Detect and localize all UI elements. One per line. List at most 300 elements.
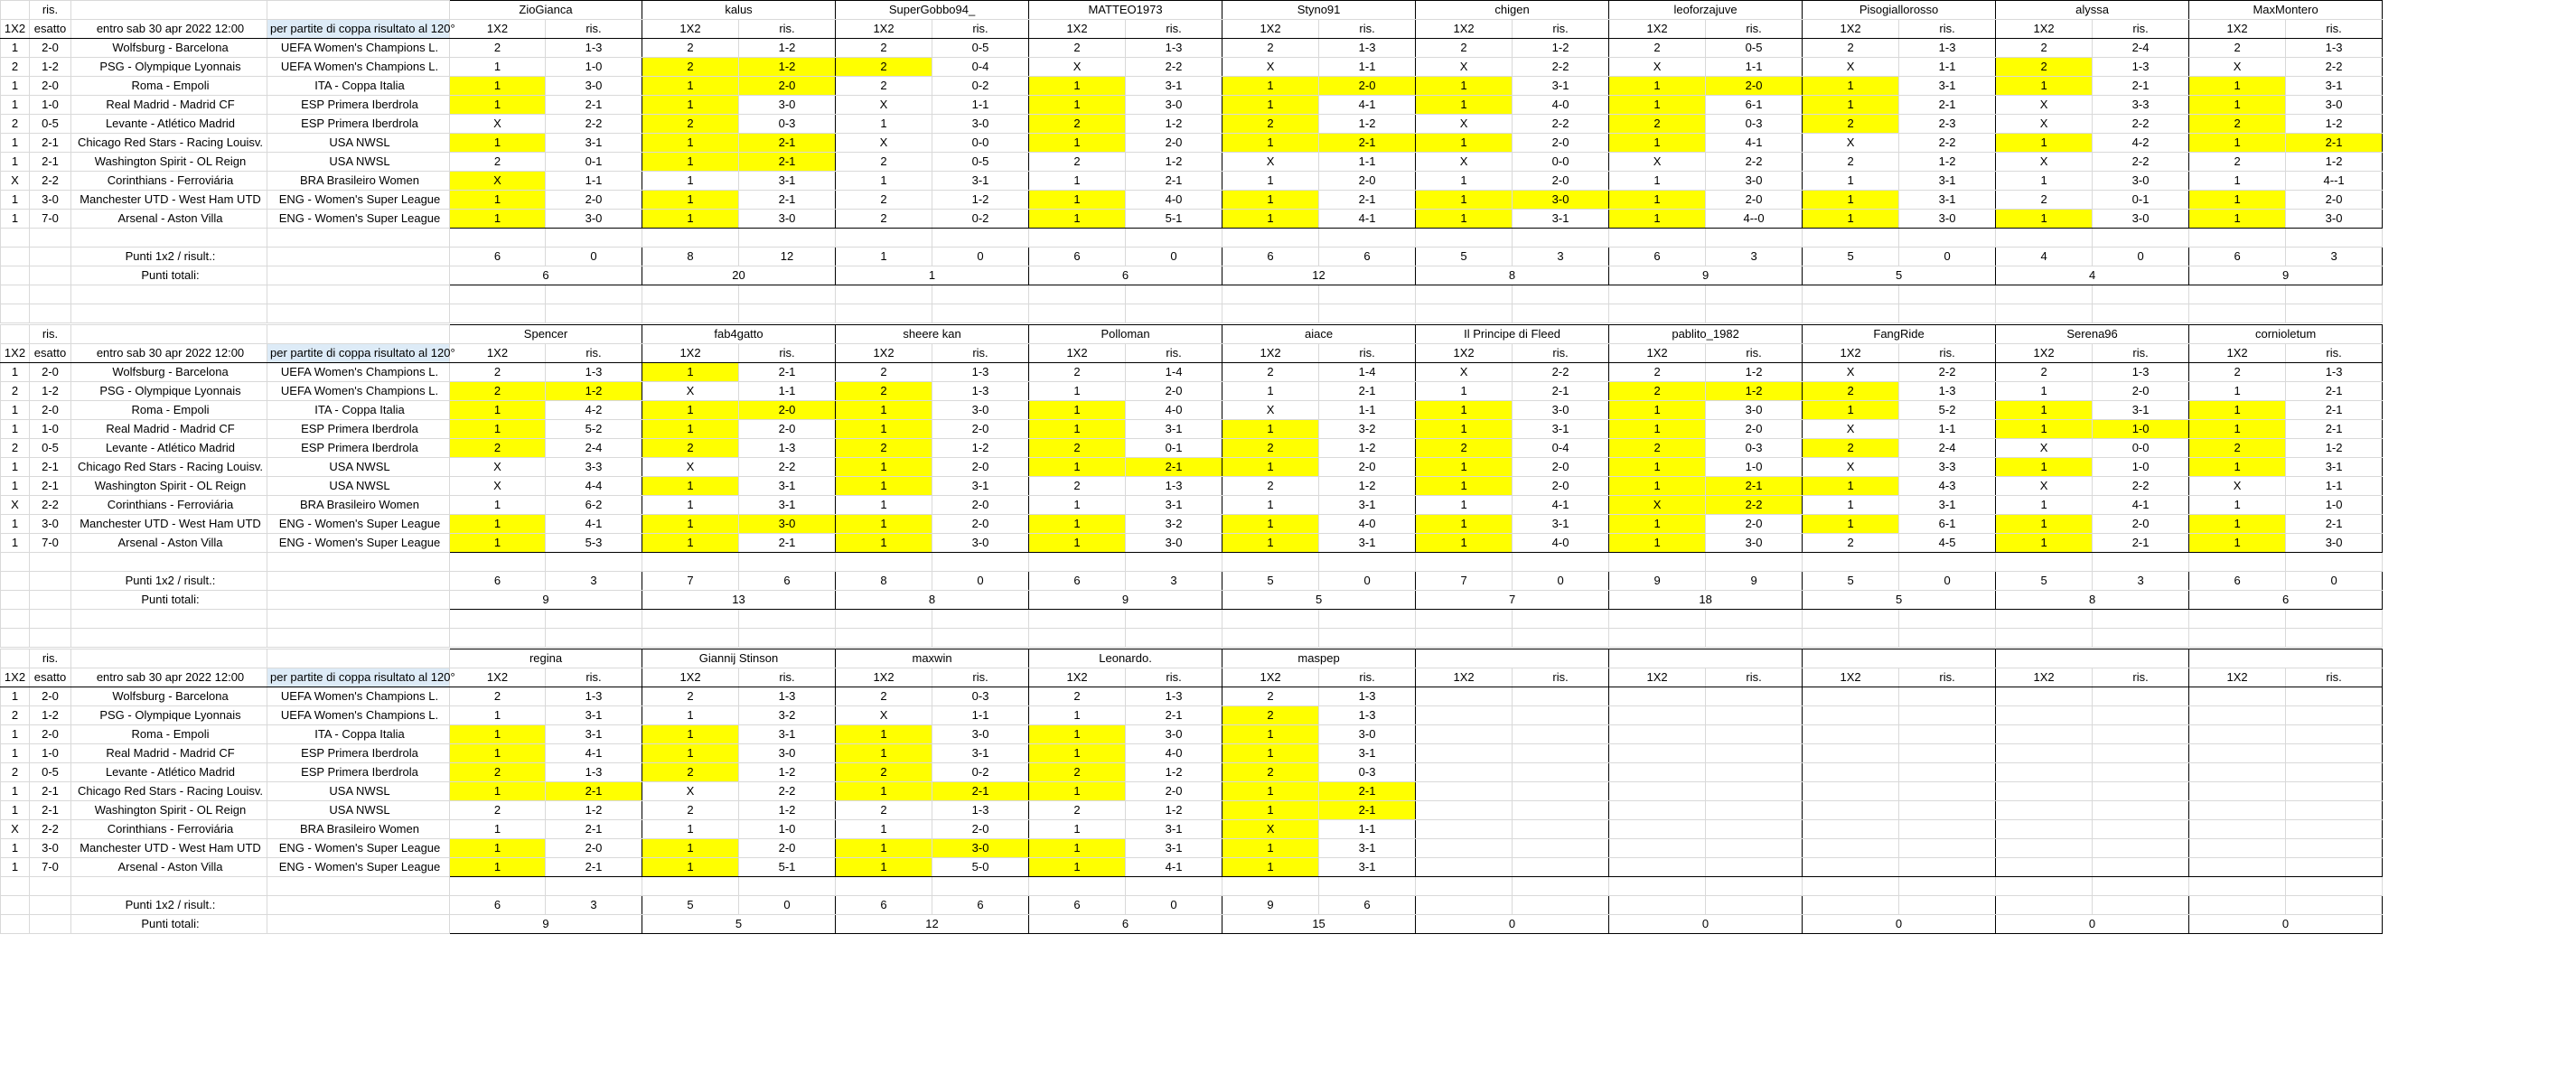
pick-1x2[interactable]: 2 xyxy=(1029,763,1126,782)
pick-score[interactable] xyxy=(1706,687,1803,706)
empty-cell[interactable] xyxy=(1029,285,1126,304)
empty-cell[interactable] xyxy=(267,248,450,266)
pick-score[interactable]: 1-2 xyxy=(1706,363,1803,382)
pick-score[interactable]: 2-1 xyxy=(739,191,836,210)
player-name[interactable]: chigen xyxy=(1416,1,1609,20)
pick-score[interactable]: 6-1 xyxy=(1899,515,1996,534)
pick-score[interactable]: 0-0 xyxy=(2093,439,2189,458)
empty-cell[interactable] xyxy=(932,877,1029,896)
empty-cell[interactable] xyxy=(267,591,450,610)
pick-1x2[interactable]: 2 xyxy=(450,763,546,782)
match-competition[interactable]: ESP Primera Iberdrola xyxy=(267,763,450,782)
empty-cell[interactable] xyxy=(1513,304,1609,323)
col-ris-header[interactable]: ris. xyxy=(932,668,1029,687)
pick-1x2[interactable]: 1 xyxy=(1609,210,1706,229)
pick-1x2[interactable]: 2 xyxy=(450,39,546,58)
points-1x2[interactable]: 5 xyxy=(642,896,739,915)
pick-1x2[interactable]: 1 xyxy=(1029,172,1126,191)
pick-score[interactable]: 2-0 xyxy=(739,401,836,420)
points-1x2[interactable]: 6 xyxy=(2189,572,2286,591)
pick-score[interactable]: 2-2 xyxy=(1899,363,1996,382)
player-name[interactable]: SuperGobbo94_ xyxy=(836,1,1029,20)
empty-cell[interactable] xyxy=(267,915,450,934)
empty-cell[interactable] xyxy=(1126,629,1222,648)
pick-1x2[interactable] xyxy=(1609,782,1706,801)
pick-score[interactable] xyxy=(1706,801,1803,820)
match-teams[interactable]: Corinthians - Ferroviária xyxy=(71,820,267,839)
match-teams[interactable]: Corinthians - Ferroviária xyxy=(71,496,267,515)
pick-score[interactable]: 3-0 xyxy=(2286,210,2383,229)
pick-score[interactable]: 5-1 xyxy=(1126,210,1222,229)
empty-cell[interactable] xyxy=(932,629,1029,648)
empty-cell[interactable] xyxy=(1,304,30,323)
header-blank[interactable] xyxy=(1,1,30,20)
points-ris[interactable]: 3 xyxy=(546,896,642,915)
pick-1x2[interactable]: X xyxy=(1416,363,1513,382)
pick-1x2[interactable]: 2 xyxy=(1029,39,1126,58)
pick-score[interactable] xyxy=(2093,744,2189,763)
pick-score[interactable]: 0-5 xyxy=(1706,39,1803,58)
col-1x2-header[interactable]: 1X2 xyxy=(1416,20,1513,39)
pick-score[interactable] xyxy=(2286,858,2383,877)
pick-1x2[interactable]: 1 xyxy=(1029,839,1126,858)
empty-cell[interactable] xyxy=(2093,285,2189,304)
pick-1x2[interactable] xyxy=(2189,839,2286,858)
points-ris[interactable]: 3 xyxy=(2093,572,2189,591)
col-1x2-header[interactable]: 1X2 xyxy=(1803,20,1899,39)
match-competition[interactable]: UEFA Women's Champions L. xyxy=(267,39,450,58)
pick-1x2[interactable] xyxy=(1803,801,1899,820)
pick-1x2[interactable]: 1 xyxy=(450,96,546,115)
pick-1x2[interactable]: 2 xyxy=(1029,439,1126,458)
empty-cell[interactable] xyxy=(1513,877,1609,896)
empty-cell[interactable] xyxy=(1996,553,2093,572)
pick-1x2[interactable]: 2 xyxy=(1222,687,1319,706)
pick-1x2[interactable] xyxy=(1803,706,1899,725)
empty-cell[interactable] xyxy=(450,877,546,896)
pick-score[interactable]: 3-0 xyxy=(932,725,1029,744)
player-name[interactable]: cornioletum xyxy=(2189,325,2383,344)
pick-score[interactable]: 4-2 xyxy=(546,401,642,420)
points-total[interactable]: 9 xyxy=(1609,266,1803,285)
pick-score[interactable]: 1-3 xyxy=(546,763,642,782)
match-teams[interactable]: Corinthians - Ferroviária xyxy=(71,172,267,191)
pick-1x2[interactable]: 1 xyxy=(2189,496,2286,515)
pick-score[interactable] xyxy=(1513,763,1609,782)
pick-score[interactable]: 2-2 xyxy=(1899,134,1996,153)
match-competition[interactable]: USA NWSL xyxy=(267,801,450,820)
pick-score[interactable]: 1-2 xyxy=(546,801,642,820)
pick-1x2[interactable]: 2 xyxy=(1609,115,1706,134)
player-name[interactable]: MaxMontero xyxy=(2189,1,2383,20)
pick-score[interactable]: 2-2 xyxy=(1706,153,1803,172)
empty-cell[interactable] xyxy=(267,553,450,572)
col-1x2-header[interactable]: 1X2 xyxy=(450,20,546,39)
result-sign[interactable]: 1 xyxy=(1,687,30,706)
pick-1x2[interactable]: 1 xyxy=(1996,534,2093,553)
empty-cell[interactable] xyxy=(1899,610,1996,629)
player-name[interactable]: leoforzajuve xyxy=(1609,1,1803,20)
pick-score[interactable]: 1-0 xyxy=(1706,458,1803,477)
pick-score[interactable]: 3-1 xyxy=(1319,534,1416,553)
pick-1x2[interactable]: 2 xyxy=(1029,115,1126,134)
points-ris[interactable]: 0 xyxy=(1126,896,1222,915)
pick-score[interactable]: 1-3 xyxy=(932,382,1029,401)
empty-cell[interactable] xyxy=(546,610,642,629)
points-total[interactable]: 12 xyxy=(836,915,1029,934)
points-1x2[interactable]: 6 xyxy=(450,248,546,266)
empty-cell[interactable] xyxy=(2286,553,2383,572)
points-1x2[interactable]: 8 xyxy=(836,572,932,591)
header-blank[interactable] xyxy=(71,649,267,668)
pick-1x2[interactable]: 2 xyxy=(836,153,932,172)
result-score[interactable]: 2-1 xyxy=(30,477,71,496)
pick-score[interactable]: 3-3 xyxy=(2093,96,2189,115)
empty-cell[interactable] xyxy=(1126,304,1222,323)
col-1x2-header[interactable]: 1X2 xyxy=(1222,344,1319,363)
result-sign[interactable]: 1 xyxy=(1,744,30,763)
match-competition[interactable]: ESP Primera Iberdrola xyxy=(267,96,450,115)
pick-1x2[interactable]: 2 xyxy=(1416,39,1513,58)
pick-1x2[interactable]: 2 xyxy=(1416,439,1513,458)
pick-score[interactable]: 2-0 xyxy=(932,496,1029,515)
pick-score[interactable]: 3-0 xyxy=(546,210,642,229)
empty-cell[interactable] xyxy=(30,572,71,591)
empty-cell[interactable] xyxy=(1,553,30,572)
match-competition[interactable]: UEFA Women's Champions L. xyxy=(267,58,450,77)
pick-score[interactable] xyxy=(2093,782,2189,801)
empty-cell[interactable] xyxy=(1,266,30,285)
pick-1x2[interactable]: 1 xyxy=(1416,515,1513,534)
pick-1x2[interactable]: 1 xyxy=(1222,210,1319,229)
pick-score[interactable]: 3-1 xyxy=(1126,77,1222,96)
pick-score[interactable]: 4-1 xyxy=(2093,496,2189,515)
player-name[interactable]: regina xyxy=(450,649,642,668)
pick-1x2[interactable]: 1 xyxy=(1609,172,1706,191)
pick-score[interactable]: 3-1 xyxy=(1126,820,1222,839)
empty-cell[interactable] xyxy=(2189,304,2286,323)
pick-score[interactable]: 2-1 xyxy=(1319,134,1416,153)
pick-score[interactable]: 2-1 xyxy=(1513,382,1609,401)
pick-score[interactable]: 3-1 xyxy=(739,496,836,515)
col-1x2-header[interactable]: 1X2 xyxy=(1029,20,1126,39)
pick-score[interactable]: 2-1 xyxy=(739,534,836,553)
pick-score[interactable]: 3-1 xyxy=(932,744,1029,763)
match-teams[interactable]: Manchester UTD - West Ham UTD xyxy=(71,515,267,534)
pick-score[interactable]: 2-1 xyxy=(739,363,836,382)
pick-score[interactable]: 2-0 xyxy=(1706,515,1803,534)
header-blank[interactable] xyxy=(267,325,450,344)
pick-score[interactable]: 0-4 xyxy=(1513,439,1609,458)
pick-1x2[interactable]: 1 xyxy=(1222,744,1319,763)
pick-score[interactable]: 2-4 xyxy=(2093,39,2189,58)
pick-1x2[interactable]: X xyxy=(1222,401,1319,420)
result-score[interactable]: 2-1 xyxy=(30,782,71,801)
pick-1x2[interactable]: X xyxy=(1222,820,1319,839)
pick-1x2[interactable]: 1 xyxy=(1222,801,1319,820)
points-1x2[interactable]: 5 xyxy=(1996,572,2093,591)
col-1x2-header[interactable]: 1X2 xyxy=(642,20,739,39)
points-ris[interactable] xyxy=(1513,896,1609,915)
points-ris[interactable]: 6 xyxy=(932,896,1029,915)
empty-cell[interactable] xyxy=(1513,285,1609,304)
pick-score[interactable]: 0-1 xyxy=(1126,439,1222,458)
pick-1x2[interactable]: 2 xyxy=(2189,363,2286,382)
pick-score[interactable]: 2-0 xyxy=(932,458,1029,477)
pick-1x2[interactable]: X xyxy=(450,172,546,191)
col-ris-header[interactable]: ris. xyxy=(1319,344,1416,363)
match-teams[interactable]: Washington Spirit - OL Reign xyxy=(71,477,267,496)
pick-score[interactable] xyxy=(2093,858,2189,877)
match-teams[interactable]: Wolfsburg - Barcelona xyxy=(71,39,267,58)
pick-score[interactable]: 1-3 xyxy=(1319,687,1416,706)
pick-score[interactable] xyxy=(2093,706,2189,725)
points-total[interactable]: 6 xyxy=(1029,266,1222,285)
match-teams[interactable]: Levante - Atlético Madrid xyxy=(71,439,267,458)
pick-score[interactable]: 2-2 xyxy=(739,458,836,477)
pick-1x2[interactable]: 1 xyxy=(1222,191,1319,210)
pick-1x2[interactable]: 1 xyxy=(2189,96,2286,115)
pick-score[interactable]: 4-0 xyxy=(1126,401,1222,420)
pick-1x2[interactable]: 1 xyxy=(836,858,932,877)
result-sign[interactable]: 1 xyxy=(1,401,30,420)
pick-1x2[interactable]: 1 xyxy=(1803,191,1899,210)
pick-score[interactable]: 0-2 xyxy=(932,77,1029,96)
pick-score[interactable]: 1-3 xyxy=(546,687,642,706)
pick-score[interactable]: 3-0 xyxy=(2093,172,2189,191)
pick-score[interactable]: 2-1 xyxy=(1126,458,1222,477)
result-score[interactable]: 7-0 xyxy=(30,210,71,229)
pick-1x2[interactable] xyxy=(1996,858,2093,877)
points-ris[interactable]: 12 xyxy=(739,248,836,266)
points-total[interactable]: 7 xyxy=(1416,591,1609,610)
empty-cell[interactable] xyxy=(1416,229,1513,248)
pick-score[interactable]: 1-0 xyxy=(546,58,642,77)
pick-score[interactable]: 3-0 xyxy=(739,96,836,115)
empty-cell[interactable] xyxy=(739,553,836,572)
pick-score[interactable]: 2-4 xyxy=(546,439,642,458)
pick-1x2[interactable]: 1 xyxy=(1609,401,1706,420)
pick-score[interactable]: 1-3 xyxy=(1126,687,1222,706)
col-1x2-header[interactable]: 1X2 xyxy=(1996,668,2093,687)
points-ris[interactable]: 3 xyxy=(1126,572,1222,591)
pick-score[interactable]: 3-1 xyxy=(1319,496,1416,515)
empty-cell[interactable] xyxy=(1,285,30,304)
player-name[interactable] xyxy=(1609,649,1803,668)
points-label[interactable]: Punti 1x2 / risult.: xyxy=(71,896,267,915)
pick-1x2[interactable]: 1 xyxy=(1029,744,1126,763)
pick-score[interactable]: 3-1 xyxy=(1126,839,1222,858)
pick-1x2[interactable] xyxy=(1416,782,1513,801)
pick-1x2[interactable] xyxy=(2189,687,2286,706)
points-total[interactable]: 8 xyxy=(836,591,1029,610)
empty-cell[interactable] xyxy=(1996,304,2093,323)
pick-score[interactable]: 2-3 xyxy=(1899,115,1996,134)
pick-score[interactable]: 1-2 xyxy=(739,801,836,820)
pick-score[interactable]: 2-0 xyxy=(739,420,836,439)
pick-score[interactable] xyxy=(2093,820,2189,839)
pick-1x2[interactable]: 2 xyxy=(642,687,739,706)
match-teams[interactable]: PSG - Olympique Lyonnais xyxy=(71,382,267,401)
col-1x2-header[interactable]: 1X2 xyxy=(1803,344,1899,363)
points-total[interactable]: 12 xyxy=(1222,266,1416,285)
pick-score[interactable] xyxy=(1513,801,1609,820)
pick-1x2[interactable] xyxy=(1996,820,2093,839)
pick-1x2[interactable]: 1 xyxy=(836,458,932,477)
empty-cell[interactable] xyxy=(450,610,546,629)
points-label[interactable]: Punti 1x2 / risult.: xyxy=(71,248,267,266)
pick-1x2[interactable]: 1 xyxy=(1416,534,1513,553)
pick-1x2[interactable]: 1 xyxy=(836,115,932,134)
pick-1x2[interactable]: 1 xyxy=(642,172,739,191)
pick-1x2[interactable]: 1 xyxy=(2189,191,2286,210)
pick-score[interactable]: 2-1 xyxy=(2286,382,2383,401)
pick-1x2[interactable]: 2 xyxy=(450,363,546,382)
pick-1x2[interactable]: 1 xyxy=(1609,420,1706,439)
pick-1x2[interactable]: 1 xyxy=(2189,534,2286,553)
col-1x2-header[interactable]: 1X2 xyxy=(836,20,932,39)
pick-1x2[interactable]: 1 xyxy=(1996,382,2093,401)
pick-1x2[interactable]: 1 xyxy=(1029,77,1126,96)
pick-1x2[interactable]: 1 xyxy=(450,820,546,839)
pick-score[interactable]: 3-1 xyxy=(1319,858,1416,877)
empty-cell[interactable] xyxy=(1126,285,1222,304)
pick-score[interactable]: 1-3 xyxy=(1899,382,1996,401)
pick-score[interactable]: 1-1 xyxy=(546,172,642,191)
result-sign[interactable]: X xyxy=(1,172,30,191)
result-sign[interactable]: 1 xyxy=(1,96,30,115)
empty-cell[interactable] xyxy=(546,629,642,648)
pick-1x2[interactable]: 1 xyxy=(1222,782,1319,801)
pick-1x2[interactable]: 1 xyxy=(642,706,739,725)
pick-score[interactable]: 2-2 xyxy=(1126,58,1222,77)
points-ris[interactable]: 0 xyxy=(739,896,836,915)
pick-score[interactable]: 4--1 xyxy=(2286,172,2383,191)
pick-1x2[interactable]: 1 xyxy=(642,77,739,96)
pick-score[interactable]: 3-1 xyxy=(1899,496,1996,515)
match-competition[interactable]: BRA Brasileiro Women xyxy=(267,496,450,515)
points-1x2[interactable]: 6 xyxy=(1029,572,1126,591)
pick-1x2[interactable]: 2 xyxy=(836,439,932,458)
pick-1x2[interactable]: X xyxy=(1803,420,1899,439)
pick-score[interactable]: 1-2 xyxy=(1513,39,1609,58)
pick-1x2[interactable]: 1 xyxy=(2189,458,2286,477)
pick-score[interactable]: 1-2 xyxy=(2286,153,2383,172)
player-name[interactable] xyxy=(1803,649,1996,668)
empty-cell[interactable] xyxy=(267,229,450,248)
match-teams[interactable]: Arsenal - Aston Villa xyxy=(71,858,267,877)
pick-score[interactable]: 3-1 xyxy=(1126,496,1222,515)
pick-score[interactable]: 4-1 xyxy=(1126,858,1222,877)
pick-1x2[interactable]: 2 xyxy=(450,382,546,401)
pick-1x2[interactable]: 1 xyxy=(1609,77,1706,96)
pick-1x2[interactable]: 1 xyxy=(2189,210,2286,229)
pick-score[interactable]: 0-1 xyxy=(2093,191,2189,210)
pick-score[interactable]: 2-1 xyxy=(1126,706,1222,725)
empty-cell[interactable] xyxy=(1803,877,1899,896)
pick-1x2[interactable]: X xyxy=(642,382,739,401)
pick-score[interactable] xyxy=(2093,687,2189,706)
result-score[interactable]: 0-5 xyxy=(30,115,71,134)
col-ris-header[interactable]: ris. xyxy=(2093,668,2189,687)
pick-1x2[interactable]: 2 xyxy=(1222,39,1319,58)
result-score[interactable]: 3-0 xyxy=(30,191,71,210)
pick-score[interactable]: 2-1 xyxy=(2286,515,2383,534)
pick-score[interactable] xyxy=(1899,839,1996,858)
pick-score[interactable] xyxy=(1513,725,1609,744)
pick-score[interactable]: 4-3 xyxy=(1899,477,1996,496)
points-ris[interactable]: 3 xyxy=(1706,248,1803,266)
pick-score[interactable]: 2-1 xyxy=(2286,420,2383,439)
player-name[interactable]: Polloman xyxy=(1029,325,1222,344)
empty-cell[interactable] xyxy=(1513,553,1609,572)
pick-score[interactable]: 3-1 xyxy=(739,477,836,496)
empty-cell[interactable] xyxy=(450,229,546,248)
empty-cell[interactable] xyxy=(71,229,267,248)
result-score[interactable]: 2-1 xyxy=(30,458,71,477)
pick-1x2[interactable]: 1 xyxy=(836,496,932,515)
empty-cell[interactable] xyxy=(2286,610,2383,629)
pick-score[interactable]: 3-0 xyxy=(1706,172,1803,191)
pick-score[interactable]: 1-2 xyxy=(739,39,836,58)
pick-1x2[interactable] xyxy=(1803,763,1899,782)
pick-1x2[interactable] xyxy=(1996,782,2093,801)
pick-1x2[interactable] xyxy=(1609,763,1706,782)
points-1x2[interactable]: 6 xyxy=(450,896,546,915)
empty-cell[interactable] xyxy=(1996,285,2093,304)
pick-1x2[interactable]: X xyxy=(642,782,739,801)
result-score[interactable]: 2-1 xyxy=(30,134,71,153)
points-total[interactable]: 8 xyxy=(1996,591,2189,610)
pick-1x2[interactable]: 2 xyxy=(836,801,932,820)
pick-1x2[interactable]: 1 xyxy=(450,420,546,439)
empty-cell[interactable] xyxy=(1416,877,1513,896)
empty-cell[interactable] xyxy=(30,229,71,248)
result-score[interactable]: 2-0 xyxy=(30,77,71,96)
empty-cell[interactable] xyxy=(2286,229,2383,248)
header-esatto[interactable]: esatto xyxy=(30,344,71,363)
pick-score[interactable]: 4-2 xyxy=(2093,134,2189,153)
result-sign[interactable]: 2 xyxy=(1,706,30,725)
pick-1x2[interactable]: 2 xyxy=(2189,153,2286,172)
empty-cell[interactable] xyxy=(642,610,739,629)
pick-score[interactable]: 4--0 xyxy=(1706,210,1803,229)
header-1x2[interactable]: 1X2 xyxy=(1,344,30,363)
pick-score[interactable]: 2-2 xyxy=(2093,477,2189,496)
pick-1x2[interactable]: 1 xyxy=(450,782,546,801)
points-total[interactable]: 0 xyxy=(1803,915,1996,934)
pick-1x2[interactable]: 1 xyxy=(450,515,546,534)
pick-score[interactable]: 2-1 xyxy=(739,153,836,172)
pick-1x2[interactable]: X xyxy=(1996,153,2093,172)
pick-1x2[interactable]: 1 xyxy=(1416,382,1513,401)
pick-score[interactable] xyxy=(1513,820,1609,839)
pick-1x2[interactable]: 1 xyxy=(1029,401,1126,420)
col-1x2-header[interactable]: 1X2 xyxy=(1996,20,2093,39)
pick-1x2[interactable]: 2 xyxy=(1222,763,1319,782)
pick-score[interactable] xyxy=(1706,744,1803,763)
match-teams[interactable]: Chicago Red Stars - Racing Louisv. xyxy=(71,782,267,801)
pick-1x2[interactable]: 1 xyxy=(642,496,739,515)
player-name[interactable]: Giannij Stinson xyxy=(642,649,836,668)
pick-score[interactable]: 2-1 xyxy=(2286,134,2383,153)
pick-score[interactable]: 1-2 xyxy=(739,763,836,782)
empty-cell[interactable] xyxy=(1899,553,1996,572)
pick-score[interactable]: 2-0 xyxy=(1706,77,1803,96)
pick-1x2[interactable]: 2 xyxy=(1029,687,1126,706)
match-competition[interactable]: ITA - Coppa Italia xyxy=(267,725,450,744)
col-ris-header[interactable]: ris. xyxy=(1126,20,1222,39)
